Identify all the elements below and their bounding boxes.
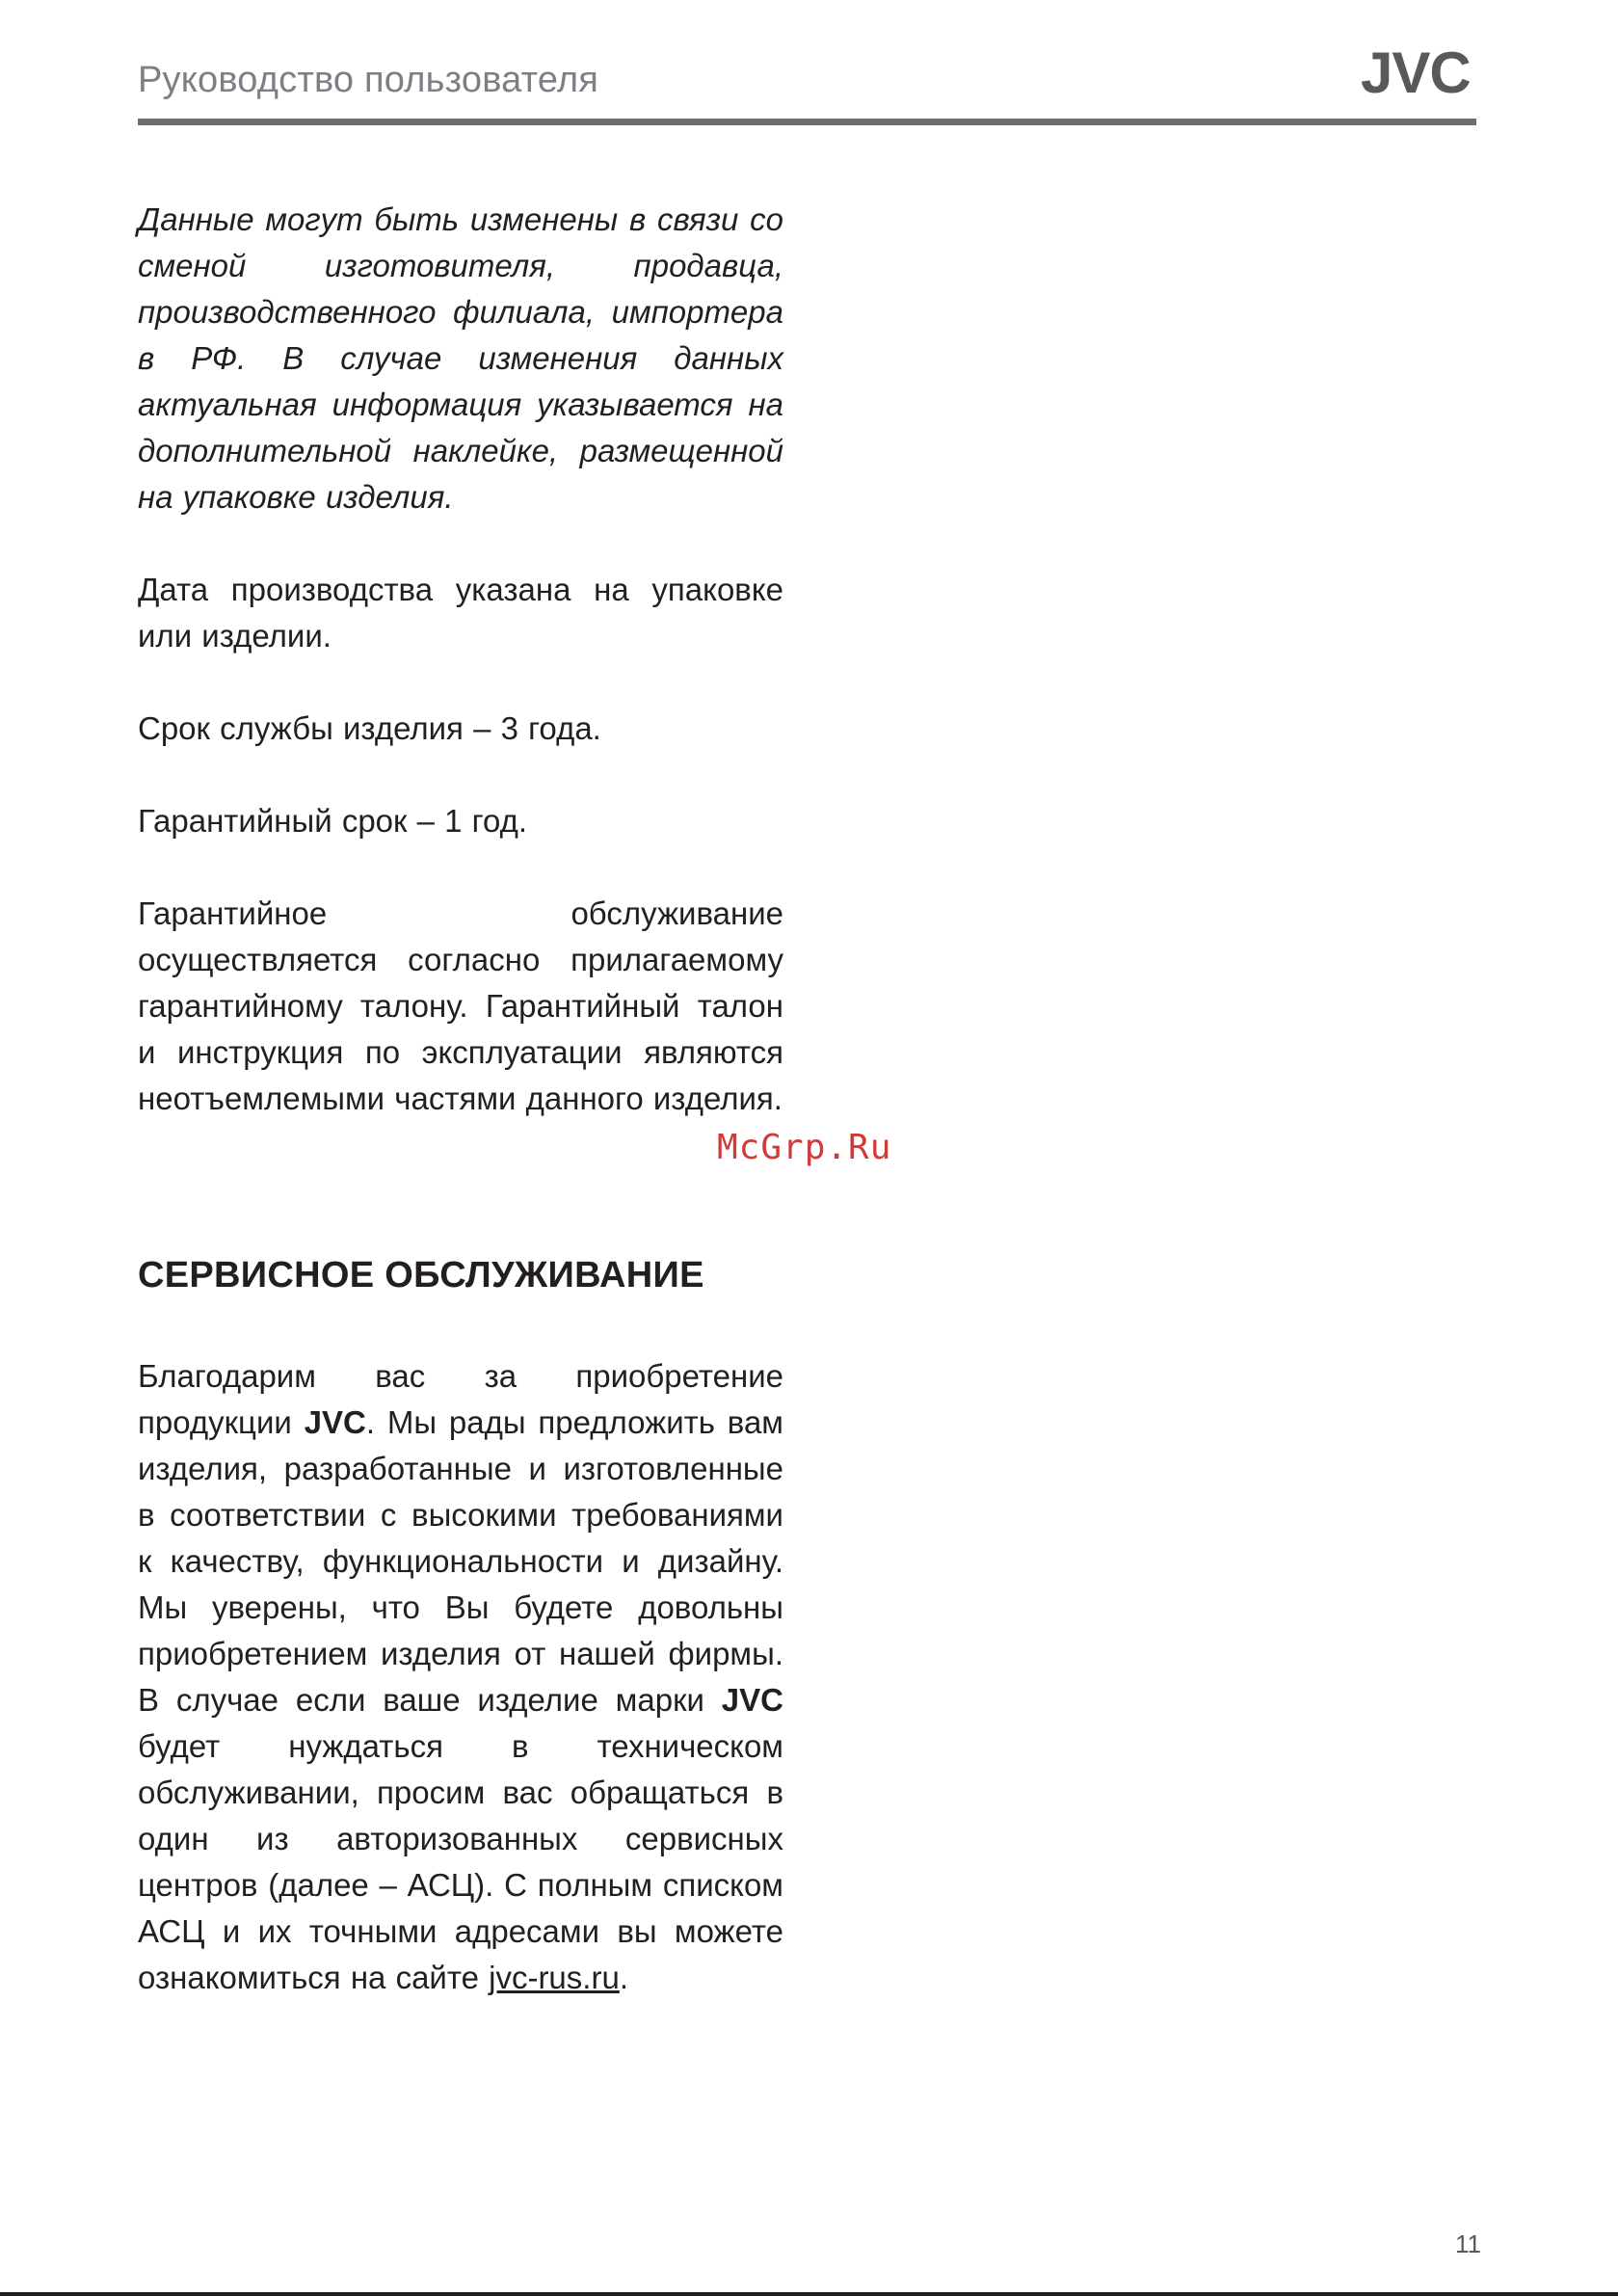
service-text-1: Благодарим вас за приобретение продукции xyxy=(138,1358,783,1440)
jvc-logo: JVC xyxy=(1361,40,1471,105)
service-text-3: будет нуждаться в техническом обслуживании, просим вас обращаться в один из авторизованных сервисных центров (далее – АСЦ). С полным списком АСЦ и их точными адресами вы можете ознакомиться на сайте xyxy=(138,1728,783,1995)
page-number: 11 xyxy=(1455,2229,1481,2258)
service-heading: СЕРВИСНОЕ ОБСЛУЖИВАНИЕ xyxy=(138,1255,704,1295)
production-date-paragraph: Дата производства указана на упаковке или изделии. xyxy=(138,572,783,654)
notice-block xyxy=(138,197,783,521)
service-paragraph xyxy=(138,1353,783,2001)
bottom-edge-line xyxy=(0,2292,1618,2296)
header-divider xyxy=(138,119,1476,125)
service-life-paragraph: Срок службы изделия – 3 года. xyxy=(138,710,601,746)
brand-name: JVC xyxy=(304,1404,366,1440)
warranty-term-paragraph: Гарантийный срок – 1 год. xyxy=(138,803,528,839)
document-title: Руководство пользователя xyxy=(138,60,599,100)
info-block xyxy=(138,567,783,1122)
brand-name: JVC xyxy=(721,1682,783,1718)
watermark: McGrp.Ru xyxy=(717,1128,892,1167)
service-text-2: . Мы рады предложить вам изделия, разработанные и изготовленные в соответствии с высокими требованиями к качеству, функциональности и дизайну. Мы уверены, что Вы будете довольны приобретением изделия от нашей фирмы. В случае если ваше изделие марки xyxy=(138,1404,783,1718)
website-link[interactable]: jvc-rus.ru xyxy=(489,1960,620,1995)
service-text-end: . xyxy=(619,1960,628,1995)
warranty-service-paragraph: Гарантийное обслуживание осуществляется согласно прилагаемому гарантийному талону. Гарантийный талон и инструкция по эксплуатации являются неотъемлемыми частями данного изделия. xyxy=(138,895,783,1116)
change-notice-paragraph: Данные могут быть изменены в связи со сменой изготовителя, продавца, производственного филиала, импортера в РФ. В случае изменения данных актуальная информация указывается на дополнительной наклейке, размещенной на упаковке изделия. xyxy=(138,201,783,515)
service-block xyxy=(138,1353,783,2001)
